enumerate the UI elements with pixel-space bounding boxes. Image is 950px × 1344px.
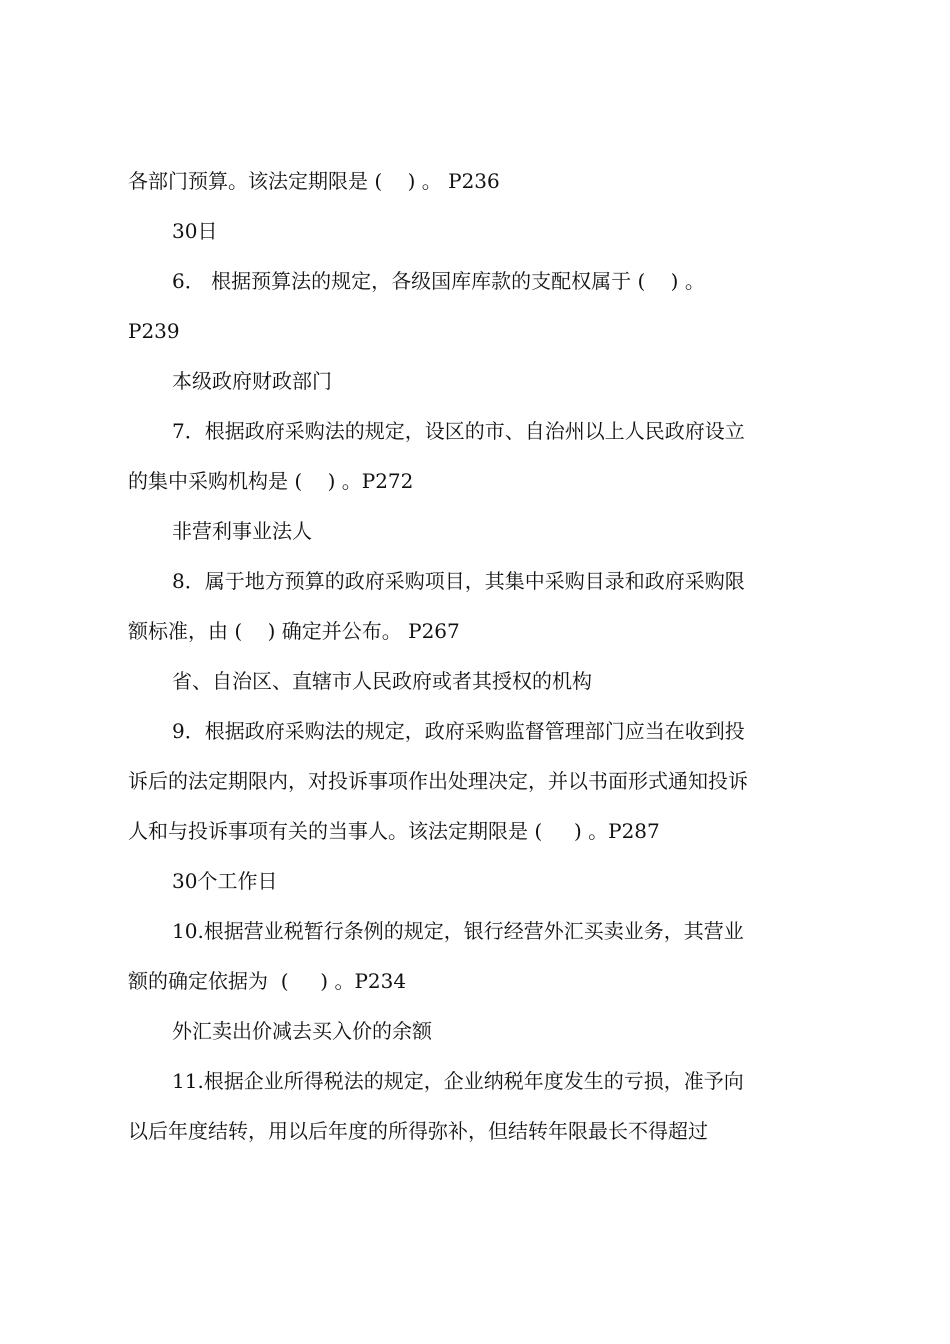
answer-line: 30日 [172,219,218,243]
answer-line: 省、自治区、直辖市人民政府或者其授权的机构 [172,669,592,693]
text-line: 人和与投诉事项有关的当事人。该法定期限是 ( ) 。P287 [128,819,660,843]
question-line: 11.根据企业所得税法的规定，企业纳税年度发生的亏损，准予向 [172,1069,744,1093]
question-line: 7．根据政府采购法的规定，设区的市、自治州以上人民政府设立 [172,419,745,443]
question-line: 9．根据政府采购法的规定，政府采购监督管理部门应当在收到投 [172,719,745,743]
text-line: 额标准，由 ( ) 确定并公布。 P267 [128,619,460,643]
text-line: P239 [128,319,180,343]
question-line: 6． 根据预算法的规定，各级国库库款的支配权属于 ( ) 。 [172,269,705,293]
text-line: 以后年度结转，用以后年度的所得弥补，但结转年限最长不得超过 [128,1119,708,1143]
answer-line: 外汇卖出价减去买入价的余额 [172,1019,432,1043]
answer-line: 30个工作日 [172,869,278,893]
text-line: 的集中采购机构是 ( ) 。P272 [128,469,414,493]
answer-line: 本级政府财政部门 [172,369,332,393]
question-line: 8．属于地方预算的政府采购项目，其集中采购目录和政府采购限 [172,569,745,593]
question-line: 10.根据营业税暂行条例的规定，银行经营外汇买卖业务，其营业 [172,919,744,943]
answer-line: 非营利事业法人 [172,519,312,543]
text-line: 诉后的法定期限内，对投诉事项作出处理决定，并以书面形式通知投诉 [128,769,748,793]
text-line: 额的确定依据为 ( ) 。P234 [128,969,407,993]
text-line: 各部门预算。该法定期限是 ( ) 。 P236 [128,169,500,193]
